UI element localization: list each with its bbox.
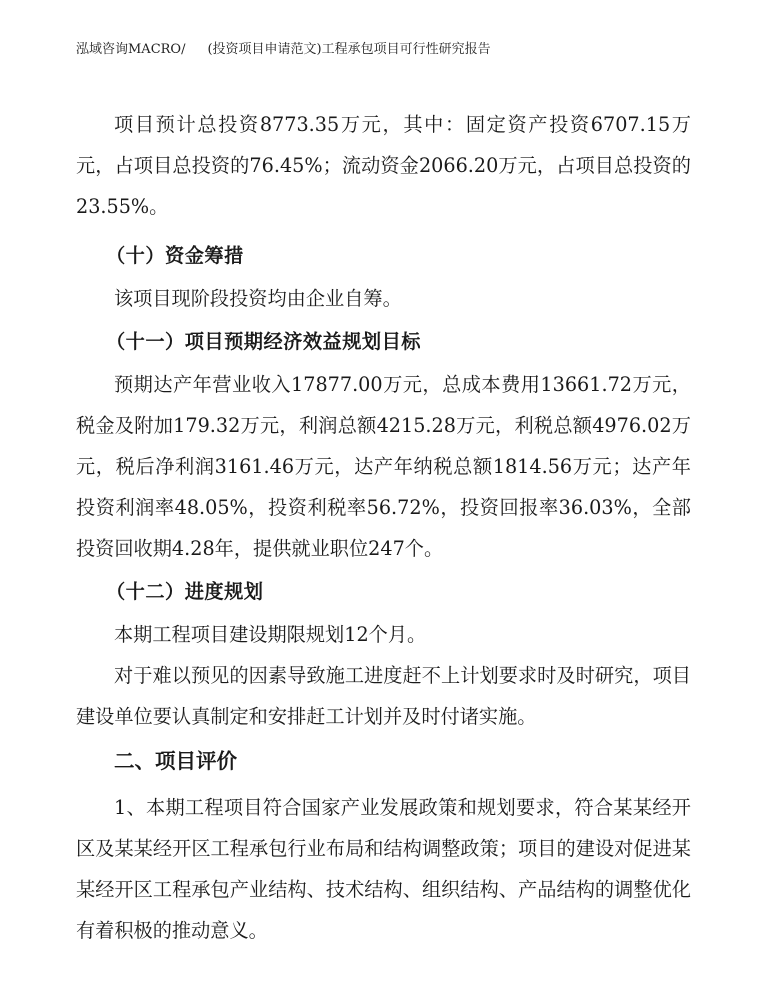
paragraph-schedule: 本期工程项目建设期限规划12个月。 bbox=[114, 623, 427, 646]
header-title: (投资项目申请范文)工程承包项目可行性研究报告 bbox=[207, 42, 491, 57]
paragraph-schedule-risk: 对于难以预见的因素导致施工进度赶不上计划要求时及时研究，项目建设单位要认真制定和安排赶工计划并及时付诸实施。 bbox=[76, 664, 691, 728]
paragraph-evaluation: 1、本期工程项目符合国家产业发展政策和规划要求，符合某某经开区及某某经开区工程承包行业布局和结构调整政策；项目的建设对促进某某经开区工程承包产业结构、技术结构、组织结构、产品结构的调整优化有着积极的推动意义。 bbox=[76, 796, 691, 942]
section-heading-benefits: （十一）项目预期经济效益规划目标 bbox=[106, 330, 421, 353]
document-body bbox=[76, 104, 691, 951]
section-heading-funding: （十）资金筹措 bbox=[106, 244, 244, 267]
paragraph-benefits: 预期达产年营业收入17877.00万元，总成本费用13661.72万元，税金及附加179.32万元，利润总额4215.28万元，利税总额4976.02万元，税后净利润3161.46万元，达产年纳税总额1814.56万元；达产年投资利润率48.05%，投资利税率56.72%，投资回报率36.03%，全部投资回收期4.28年，提供就业职位247个。 bbox=[76, 373, 691, 560]
paragraph-investment: 项目预计总投资8773.35万元，其中：固定资产投资6707.15万元，占项目总投资的76.45%；流动资金2066.20万元，占项目总投资的23.55%。 bbox=[76, 113, 691, 218]
paragraph-funding: 该项目现阶段投资均由企业自筹。 bbox=[114, 287, 402, 310]
chapter-heading-evaluation: 二、项目评价 bbox=[114, 749, 237, 773]
header-source: 泓域咨询MACRO/ bbox=[76, 42, 186, 57]
page-header bbox=[76, 42, 491, 58]
section-heading-schedule: （十二）进度规划 bbox=[106, 580, 264, 603]
